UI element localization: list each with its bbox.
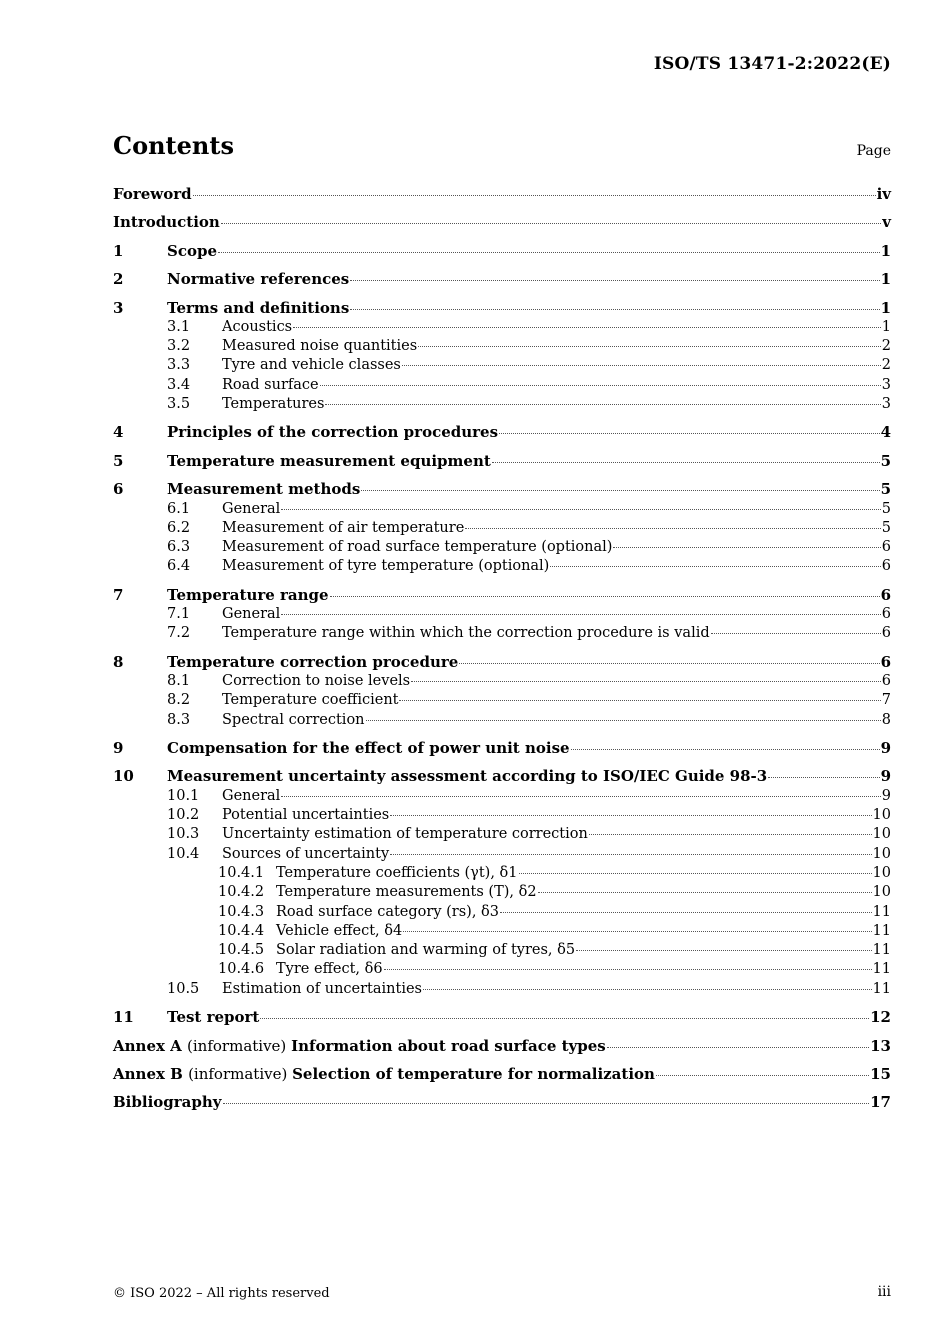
document-id: ISO/TS 13471-2:2022(E) <box>653 54 891 74</box>
toc-entry-title: Temperature correction procedure <box>167 652 459 671</box>
toc-entry-number: 2 <box>113 270 124 289</box>
toc-entry-page: 11 <box>872 980 891 997</box>
toc-entry[interactable] <box>113 586 891 605</box>
toc-entry[interactable] <box>113 423 891 442</box>
toc-entry-page: 3 <box>881 396 891 413</box>
toc-entry[interactable] <box>113 395 891 414</box>
toc-entry-page: 1 <box>880 241 891 260</box>
toc-entry[interactable] <box>113 1093 891 1112</box>
toc-entry[interactable] <box>113 185 891 204</box>
toc-entry-page: 11 <box>872 961 891 978</box>
toc-entry-number: 10.4.3 <box>218 903 265 920</box>
toc-entry-number: 3.2 <box>167 338 191 355</box>
toc-entry-title: Tyre and vehicle classes <box>222 357 401 374</box>
toc-entry[interactable] <box>113 299 891 318</box>
toc-entry-page: 10 <box>872 884 891 901</box>
toc-entry-number: 10.4.2 <box>218 884 265 901</box>
dot-leader <box>281 796 880 797</box>
dot-leader <box>403 931 871 932</box>
toc-entry-title: Potential uncertainties <box>222 807 390 824</box>
toc-entry-title: General <box>222 606 281 623</box>
toc-entry-title: General <box>222 787 281 804</box>
toc-entry[interactable] <box>113 767 891 786</box>
toc-entry[interactable] <box>113 653 891 672</box>
toc-entry-page: 12 <box>870 1008 891 1027</box>
toc-entry-title: Measurement of road surface temperature (optional) <box>222 539 613 556</box>
dot-leader <box>361 490 879 491</box>
toc-entry-title: General <box>222 500 281 517</box>
toc-entry-page: 9 <box>880 767 891 786</box>
toc-entry-page: 2 <box>881 357 891 374</box>
toc-entry-page: 6 <box>881 625 891 642</box>
toc-entry-page: 9 <box>880 739 891 758</box>
toc-entry-page: 5 <box>880 451 891 470</box>
toc-entry-title: Temperature measurements (T), δ2 <box>276 884 537 901</box>
page-column-label: Page <box>856 143 891 159</box>
toc-entry-page: 10 <box>872 864 891 881</box>
toc-entry-title: Test report <box>167 1008 260 1027</box>
toc-entry[interactable] <box>113 213 891 232</box>
toc-entry-number: 4 <box>113 423 124 442</box>
toc-entry[interactable] <box>113 452 891 471</box>
toc-entry-page: 11 <box>872 922 891 939</box>
dot-leader <box>350 280 879 281</box>
page-title: Contents <box>113 131 234 160</box>
toc-entry-title: Temperature measurement equipment <box>167 451 491 470</box>
dot-leader <box>281 509 880 510</box>
toc-entry-number: 10.3 <box>167 826 200 843</box>
toc-entry[interactable] <box>113 1037 891 1056</box>
toc-entry-page: 3 <box>881 376 891 393</box>
toc-entry-page: 10 <box>872 807 891 824</box>
dot-leader <box>656 1075 869 1076</box>
toc-entry[interactable] <box>113 1008 891 1027</box>
toc-entry[interactable] <box>113 672 891 691</box>
toc-entry[interactable] <box>113 480 891 499</box>
toc-entry-number: 10.4.1 <box>218 864 265 881</box>
toc-entry-page: 2 <box>881 338 891 355</box>
toc-entry-title: Foreword <box>113 185 192 203</box>
dot-leader <box>399 700 880 701</box>
toc-entry-title: Introduction <box>113 213 220 232</box>
toc-entry-number: 8.1 <box>167 673 191 690</box>
toc-entry-number: 7.1 <box>167 606 191 623</box>
toc-entry[interactable] <box>113 691 891 710</box>
toc-entry-page: 1 <box>880 298 891 317</box>
dot-leader <box>492 462 880 463</box>
copyright-footer: © ISO 2022 – All rights reserved <box>113 1286 330 1301</box>
toc-entry-number: 10 <box>113 767 134 786</box>
toc-entry[interactable] <box>113 980 891 999</box>
toc-entry-page: 5 <box>880 480 891 499</box>
toc-entry-number: 7.2 <box>167 625 191 642</box>
toc-entry-title: Temperature range within which the correction procedure is valid <box>222 625 710 642</box>
toc-entry[interactable] <box>113 825 891 844</box>
toc-entry-title: Uncertainty estimation of temperature correction <box>222 826 588 843</box>
dot-leader <box>550 566 880 567</box>
dot-leader <box>607 1047 869 1048</box>
table-of-contents <box>113 185 891 1113</box>
toc-entry-page: iv <box>876 185 891 203</box>
dot-leader <box>402 365 881 366</box>
toc-entry-title: Road surface category (rs), δ3 <box>276 903 499 920</box>
dot-leader <box>613 547 880 548</box>
toc-entry-title: Measurement methods <box>167 480 361 499</box>
toc-entry-title: Correction to noise levels <box>222 673 411 690</box>
toc-entry-number: 10.1 <box>167 787 200 804</box>
toc-entry-title: Principles of the correction procedures <box>167 423 499 442</box>
toc-entry-page: 5 <box>881 500 891 517</box>
toc-entry-title: Temperature coefficient <box>222 692 399 709</box>
toc-entry-title: Measured noise quantities <box>222 338 418 355</box>
toc-entry-number: 10.4.6 <box>218 961 265 978</box>
toc-entry-title: Spectral correction <box>222 711 365 728</box>
toc-entry-number: 11 <box>113 1008 134 1027</box>
dot-leader <box>571 749 880 750</box>
toc-entry-page: 8 <box>881 711 891 728</box>
toc-entry-number: 3 <box>113 298 124 317</box>
toc-entry-page: 13 <box>870 1036 891 1055</box>
toc-entry[interactable] <box>113 883 891 902</box>
dot-leader <box>260 1018 869 1019</box>
toc-entry-title: Normative references <box>167 270 350 289</box>
toc-entry-title: Vehicle effect, δ4 <box>276 922 403 939</box>
toc-entry-page: 1 <box>880 270 891 289</box>
toc-entry[interactable] <box>113 356 891 375</box>
dot-leader <box>500 912 872 913</box>
toc-entry[interactable] <box>113 922 891 941</box>
dot-leader <box>538 892 872 893</box>
toc-entry-number: 7 <box>113 585 124 604</box>
toc-entry-number: 10.2 <box>167 807 200 824</box>
page-number: iii <box>877 1284 891 1300</box>
toc-entry-title: Solar radiation and warming of tyres, δ5 <box>276 942 576 959</box>
toc-entry-title: Annex A (informative) Information about road surface types <box>113 1036 606 1055</box>
toc-entry-number: 8.2 <box>167 692 191 709</box>
toc-entry-title: Estimation of uncertainties <box>222 980 422 997</box>
toc-entry-title: Tyre effect, δ6 <box>276 961 383 978</box>
toc-entry[interactable] <box>113 500 891 519</box>
dot-leader <box>193 195 876 196</box>
toc-entry[interactable] <box>113 557 891 576</box>
toc-entry-number: 3.4 <box>167 376 191 393</box>
toc-entry-page: 11 <box>872 942 891 959</box>
dot-leader <box>576 950 871 951</box>
toc-entry-number: 6.1 <box>167 500 191 517</box>
dot-leader <box>384 969 872 970</box>
toc-entry-title: Measurement uncertainty assessment according to ISO/IEC Guide 98-3 <box>167 767 768 786</box>
dot-leader <box>589 834 872 835</box>
toc-entry-number: 3.3 <box>167 357 191 374</box>
toc-entry-page: 1 <box>881 318 891 335</box>
toc-entry-number: 3.1 <box>167 318 191 335</box>
dot-leader <box>223 1103 870 1104</box>
dot-leader <box>221 223 881 224</box>
toc-entry-page: 6 <box>881 539 891 556</box>
toc-entry-page: 6 <box>880 585 891 604</box>
toc-entry-number: 6.2 <box>167 519 191 536</box>
toc-entry-number: 3.5 <box>167 396 191 413</box>
toc-entry-page: 4 <box>880 423 891 442</box>
toc-entry-page: v <box>882 213 891 232</box>
dot-leader <box>325 404 880 405</box>
dot-leader <box>411 681 881 682</box>
dot-leader <box>711 633 881 634</box>
toc-entry[interactable] <box>113 806 891 825</box>
dot-leader <box>499 433 880 434</box>
toc-entry-title: Temperature range <box>167 585 329 604</box>
toc-entry[interactable] <box>113 376 891 395</box>
toc-entry-page: 6 <box>880 652 891 671</box>
toc-entry[interactable] <box>113 605 891 624</box>
toc-entry[interactable] <box>113 864 891 883</box>
dot-leader <box>281 614 880 615</box>
toc-entry[interactable] <box>113 903 891 922</box>
toc-entry[interactable] <box>113 941 891 960</box>
dot-leader <box>768 777 879 778</box>
toc-entry[interactable] <box>113 845 891 864</box>
toc-entry[interactable] <box>113 337 891 356</box>
dot-leader <box>350 309 879 310</box>
toc-entry-title: Temperatures <box>222 396 325 413</box>
toc-entry-number: 6.3 <box>167 539 191 556</box>
toc-entry-number: 10.5 <box>167 980 200 997</box>
toc-entry-page: 6 <box>881 558 891 575</box>
toc-entry-page: 5 <box>881 519 891 536</box>
dot-leader <box>320 385 881 386</box>
toc-entry[interactable] <box>113 787 891 806</box>
toc-entry-title: Measurement of air temperature <box>222 519 465 536</box>
toc-entry-page: 6 <box>881 673 891 690</box>
dot-leader <box>293 327 881 328</box>
toc-entry-number: 6.4 <box>167 558 191 575</box>
toc-entry[interactable] <box>113 270 891 289</box>
toc-entry[interactable] <box>113 242 891 261</box>
toc-entry-title: Annex B (informative) Selection of temperature for normalization <box>113 1064 655 1083</box>
toc-entry-number: 6 <box>113 480 124 499</box>
toc-entry-number: 1 <box>113 241 124 260</box>
toc-entry-page: 7 <box>881 692 891 709</box>
toc-entry-number: 5 <box>113 451 124 470</box>
toc-entry-page: 6 <box>881 606 891 623</box>
toc-entry-title: Acoustics <box>222 318 293 335</box>
toc-entry-title: Compensation for the effect of power unit noise <box>167 739 570 758</box>
toc-entry[interactable] <box>113 519 891 538</box>
dot-leader <box>218 252 880 253</box>
toc-entry-page: 17 <box>870 1093 891 1112</box>
toc-entry-title: Measurement of tyre temperature (optional) <box>222 558 550 575</box>
toc-entry[interactable] <box>113 739 891 758</box>
toc-entry-page: 10 <box>872 826 891 843</box>
dot-leader <box>330 596 880 597</box>
toc-entry-title: Terms and definitions <box>167 298 350 317</box>
toc-entry-title: Temperature coefficients (γt), δ1 <box>276 864 518 881</box>
toc-entry-number: 10.4 <box>167 845 200 862</box>
dot-leader <box>366 720 881 721</box>
toc-entry-number: 10.4.4 <box>218 922 265 939</box>
toc-entry-page: 9 <box>881 787 891 804</box>
toc-entry-page: 10 <box>872 845 891 862</box>
toc-entry-number: 9 <box>113 739 124 758</box>
toc-entry-number: 10.4.5 <box>218 942 265 959</box>
dot-leader <box>423 989 872 990</box>
toc-entry[interactable] <box>113 711 891 730</box>
toc-entry-number: 8.3 <box>167 711 191 728</box>
toc-entry[interactable] <box>113 1065 891 1084</box>
dot-leader <box>390 854 871 855</box>
toc-entry-title: Road surface <box>222 376 319 393</box>
toc-entry[interactable] <box>113 318 891 337</box>
dot-leader <box>459 663 879 664</box>
toc-entry-title: Scope <box>167 241 218 260</box>
dot-leader <box>418 346 881 347</box>
toc-entry[interactable] <box>113 624 891 643</box>
toc-entry-page: 15 <box>870 1064 891 1083</box>
toc-entry-title: Sources of uncertainty <box>222 845 390 862</box>
dot-leader <box>519 873 872 874</box>
toc-entry-number: 8 <box>113 652 124 671</box>
toc-entry[interactable] <box>113 538 891 557</box>
toc-entry-page: 11 <box>872 903 891 920</box>
dot-leader <box>390 815 871 816</box>
dot-leader <box>465 528 880 529</box>
toc-entry[interactable] <box>113 960 891 979</box>
toc-entry-title: Bibliography <box>113 1093 222 1112</box>
